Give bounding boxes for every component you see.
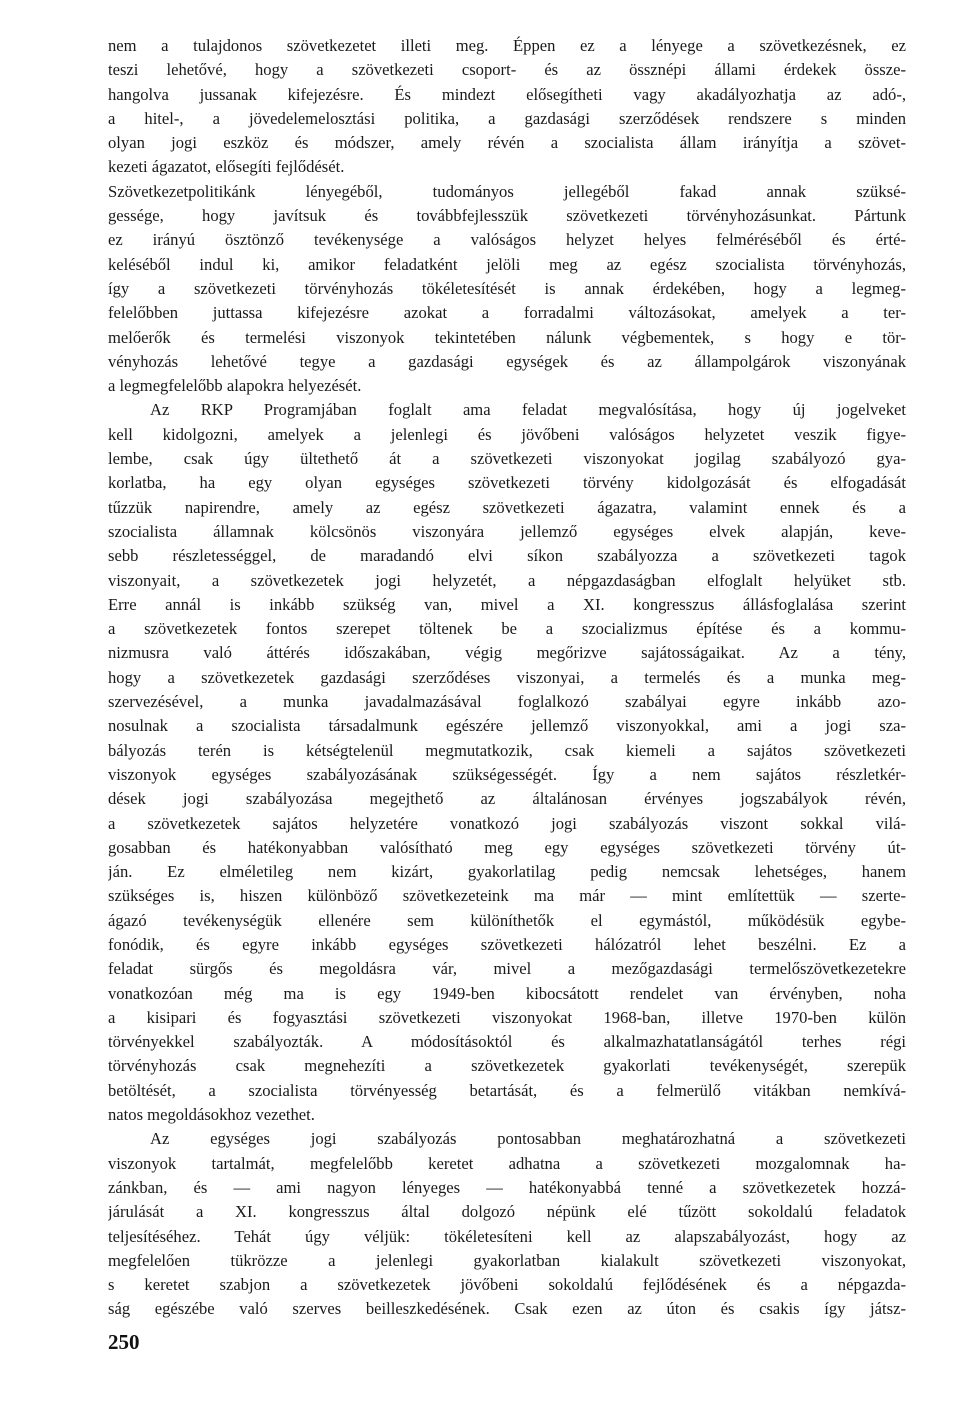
text-line: járulását a XI. kongresszus által dolgozó népünk elé tűzött sokoldalú feladatok bbox=[108, 1202, 906, 1222]
text-line: natos megoldásokhoz vezethet. bbox=[108, 1105, 315, 1125]
text-line: melőerők és termelési viszonyok tekintetében nálunk végbementek, s hogy e tör- bbox=[108, 327, 906, 347]
text-line: így a szövetkezeti törvényhozás tökéletesítését is annak érdekében, hogy a legmeg- bbox=[108, 278, 906, 298]
text-line: Az egységes jogi szabályozás pontosabban meghatározhatná a szövetkezeti bbox=[150, 1129, 906, 1149]
text-line: dések jogi szabályozása megejthető az általánosan érvényes jogszabályok révén, bbox=[108, 789, 906, 809]
text-line: kell kidolgozni, amelyek a jelenlegi és jövőbeni valóságos helyzetet veszik figye- bbox=[108, 424, 906, 444]
text-line: hangolva jussanak kifejezésre. És mindezt elősegítheti vagy akadályozhatja az adó-, bbox=[108, 84, 906, 104]
text-line: lembe, csak úgy ültethető át a szövetkezeti viszonyokat jogilag szabályozó gya- bbox=[108, 449, 906, 469]
text-line: s keretet szabjon a szövetkezetek jövőbeni sokoldalú fejlődésének és a népgazda- bbox=[108, 1275, 906, 1295]
text-line: szocialista államnak kölcsönös viszonyára jellemző egységes elvek alapján, keve- bbox=[108, 521, 906, 541]
text-line: hogy a szövetkezetek gazdasági szerződéses viszonyai, a termelés és a munka meg- bbox=[108, 667, 906, 687]
text-line: törvényekkel szabályozták. A módosításoktól és alkalmazhatatlanságától terhes régi bbox=[108, 1032, 906, 1052]
text-line: Erre annál is inkább szükség van, mivel a XI. kongresszus állásfoglalása szerint bbox=[108, 594, 906, 614]
text-line: betöltését, a szocialista törvényesség betartását, és a felmerülő vitákban nemkívá- bbox=[108, 1080, 906, 1100]
text-line: a legmegfelelőbb alapokra helyezését. bbox=[108, 376, 362, 396]
text-line: ez irányú ösztönző tevékenysége a valóságos helyzet helyes felméréséből és érté- bbox=[108, 230, 906, 250]
text-line: sebb részletességgel, de maradandó elvi síkon szabályozza a szövetkezeti tagok bbox=[108, 546, 906, 566]
text-line: megfelelően tükrözze a jelenlegi gyakorlatban kialakult szövetkezeti viszonyokat, bbox=[108, 1250, 906, 1270]
text-line: olyan jogi eszköz és módszer, amely révén a szocialista állam irányítja a szövet- bbox=[108, 133, 906, 153]
text-line: ság egészébe való szerves beilleszkedésének. Csak ezen az úton és csakis így játsz- bbox=[108, 1299, 906, 1319]
text-line: viszonyok egységes szabályozásának szükségességét. Így a nem sajátos részletkér- bbox=[108, 764, 906, 784]
text-line: tűzzük napirendre, amely az egész szövetkezeti ágazatra, valamint ennek és a bbox=[108, 497, 906, 517]
text-line: zánkban, és — ami nagyon lényeges — hatékonyabbá tenné a szövetkezetek hozzá- bbox=[108, 1177, 906, 1197]
text-line: teljesítéséhez. Tehát úgy véljük: tökéletesíteni kell az alapszabályozást, hogy az bbox=[108, 1226, 906, 1246]
text-line: ágazó tevékenységük ellenére sem különíthetők el egymástól, működésük egybe- bbox=[108, 910, 906, 930]
text-line: vényhozás lehetővé tegye a gazdasági egységek és az állampolgárok viszonyának bbox=[108, 351, 906, 371]
text-line: ján. Ez elméletileg nem kizárt, gyakorlatilag pedig nemcsak lehetséges, hanem bbox=[108, 862, 906, 882]
text-line: szervezésével, a munka javadalmazásával foglalkozó szabályai egyre inkább azo- bbox=[108, 692, 906, 712]
text-line: feladat sürgős és megoldásra vár, mivel a mezőgazdasági termelőszövetkezetekre bbox=[108, 959, 906, 979]
text-line: vonatkozóan még ma is egy 1949-ben kibocsátott rendelet van érvényben, noha bbox=[108, 983, 906, 1003]
text-line: bályozás terén is kétségtelenül megmutatkozik, csak kiemeli a sajátos szövetkezeti bbox=[108, 740, 906, 760]
text-line: viszonyok tartalmát, megfelelőbb keretet adhatna a szövetkezeti mozgalomnak ha- bbox=[108, 1153, 906, 1173]
text-line: törvényhozás csak megnehezíti a szövetkezetek gyakorlati tevékenységét, szerepük bbox=[108, 1056, 906, 1076]
text-line: Az RKP Programjában foglalt ama feladat megvalósítása, hogy új jogelveket bbox=[150, 400, 906, 420]
text-line: a szövetkezetek sajátos helyzetére vonatkozó jogi szabályozás viszont sokkal vilá- bbox=[108, 813, 906, 833]
text-line: teszi lehetővé, hogy a szövetkezeti csoport- és az össznépi állami érdekek össze- bbox=[108, 60, 906, 80]
text-line: nem a tulajdonos szövetkezetet illeti meg. Éppen ez a lényege a szövetkezésnek, ez bbox=[108, 36, 906, 55]
text-line: keléséből indul ki, amikor feladatként jelöli meg az egész szocialista törvényhozás, bbox=[108, 254, 906, 274]
page-number: 250 bbox=[108, 1330, 140, 1354]
text-line: Szövetkezetpolitikánk lényegéből, tudományos jellegéből fakad annak szüksé- bbox=[108, 181, 906, 201]
text-line: nizmusra való áttérés időszakában, végig megőrizve sajátosságaikat. Az a tény, bbox=[108, 643, 906, 663]
text-line: felelőbben juttassa kifejezésre azokat a forradalmi változásokat, amelyek a ter- bbox=[108, 303, 906, 323]
text-line: gessége, hogy javítsuk és továbbfejlesszük szövetkezeti törvényhozásunkat. Pártunk bbox=[108, 206, 906, 226]
text-line: kezeti ágazatot, elősegíti fejlődését. bbox=[108, 157, 345, 177]
text-line: szükséges is, hiszen különböző szövetkezeteink ma már — mint említettük — szerte- bbox=[108, 886, 906, 906]
page-body bbox=[108, 34, 906, 1322]
text-line: a kisipari és fogyasztási szövetkezeti viszonyokat 1968-ban, illetve 1970-ben külön bbox=[108, 1007, 906, 1027]
text-line: gosabban és hatékonyabban valósítható meg egy egységes szövetkezeti törvény út- bbox=[108, 837, 906, 857]
text-line: a szövetkezetek fontos szerepet töltenek be a szocializmus építése és a kommu- bbox=[108, 619, 906, 639]
text-line: viszonyait, a szövetkezetek jogi helyzetét, a népgazdaságban elfoglalt helyüket stb. bbox=[108, 570, 906, 590]
text-line: nosulnak a szocialista társadalmunk egészére jellemző viszonyokkal, ami a jogi sza- bbox=[108, 716, 906, 736]
text-line: fonódik, és egyre inkább egységes szövetkezeti hálózatról lehet beszélni. Ez a bbox=[108, 934, 906, 954]
text-line: a hitel-, a jövedelemelosztási politika, a gazdasági szerződések rendszere s minden bbox=[108, 108, 906, 128]
text-line: korlatba, ha egy olyan egységes szövetkezeti törvény kidolgozását és elfogadását bbox=[108, 473, 906, 493]
